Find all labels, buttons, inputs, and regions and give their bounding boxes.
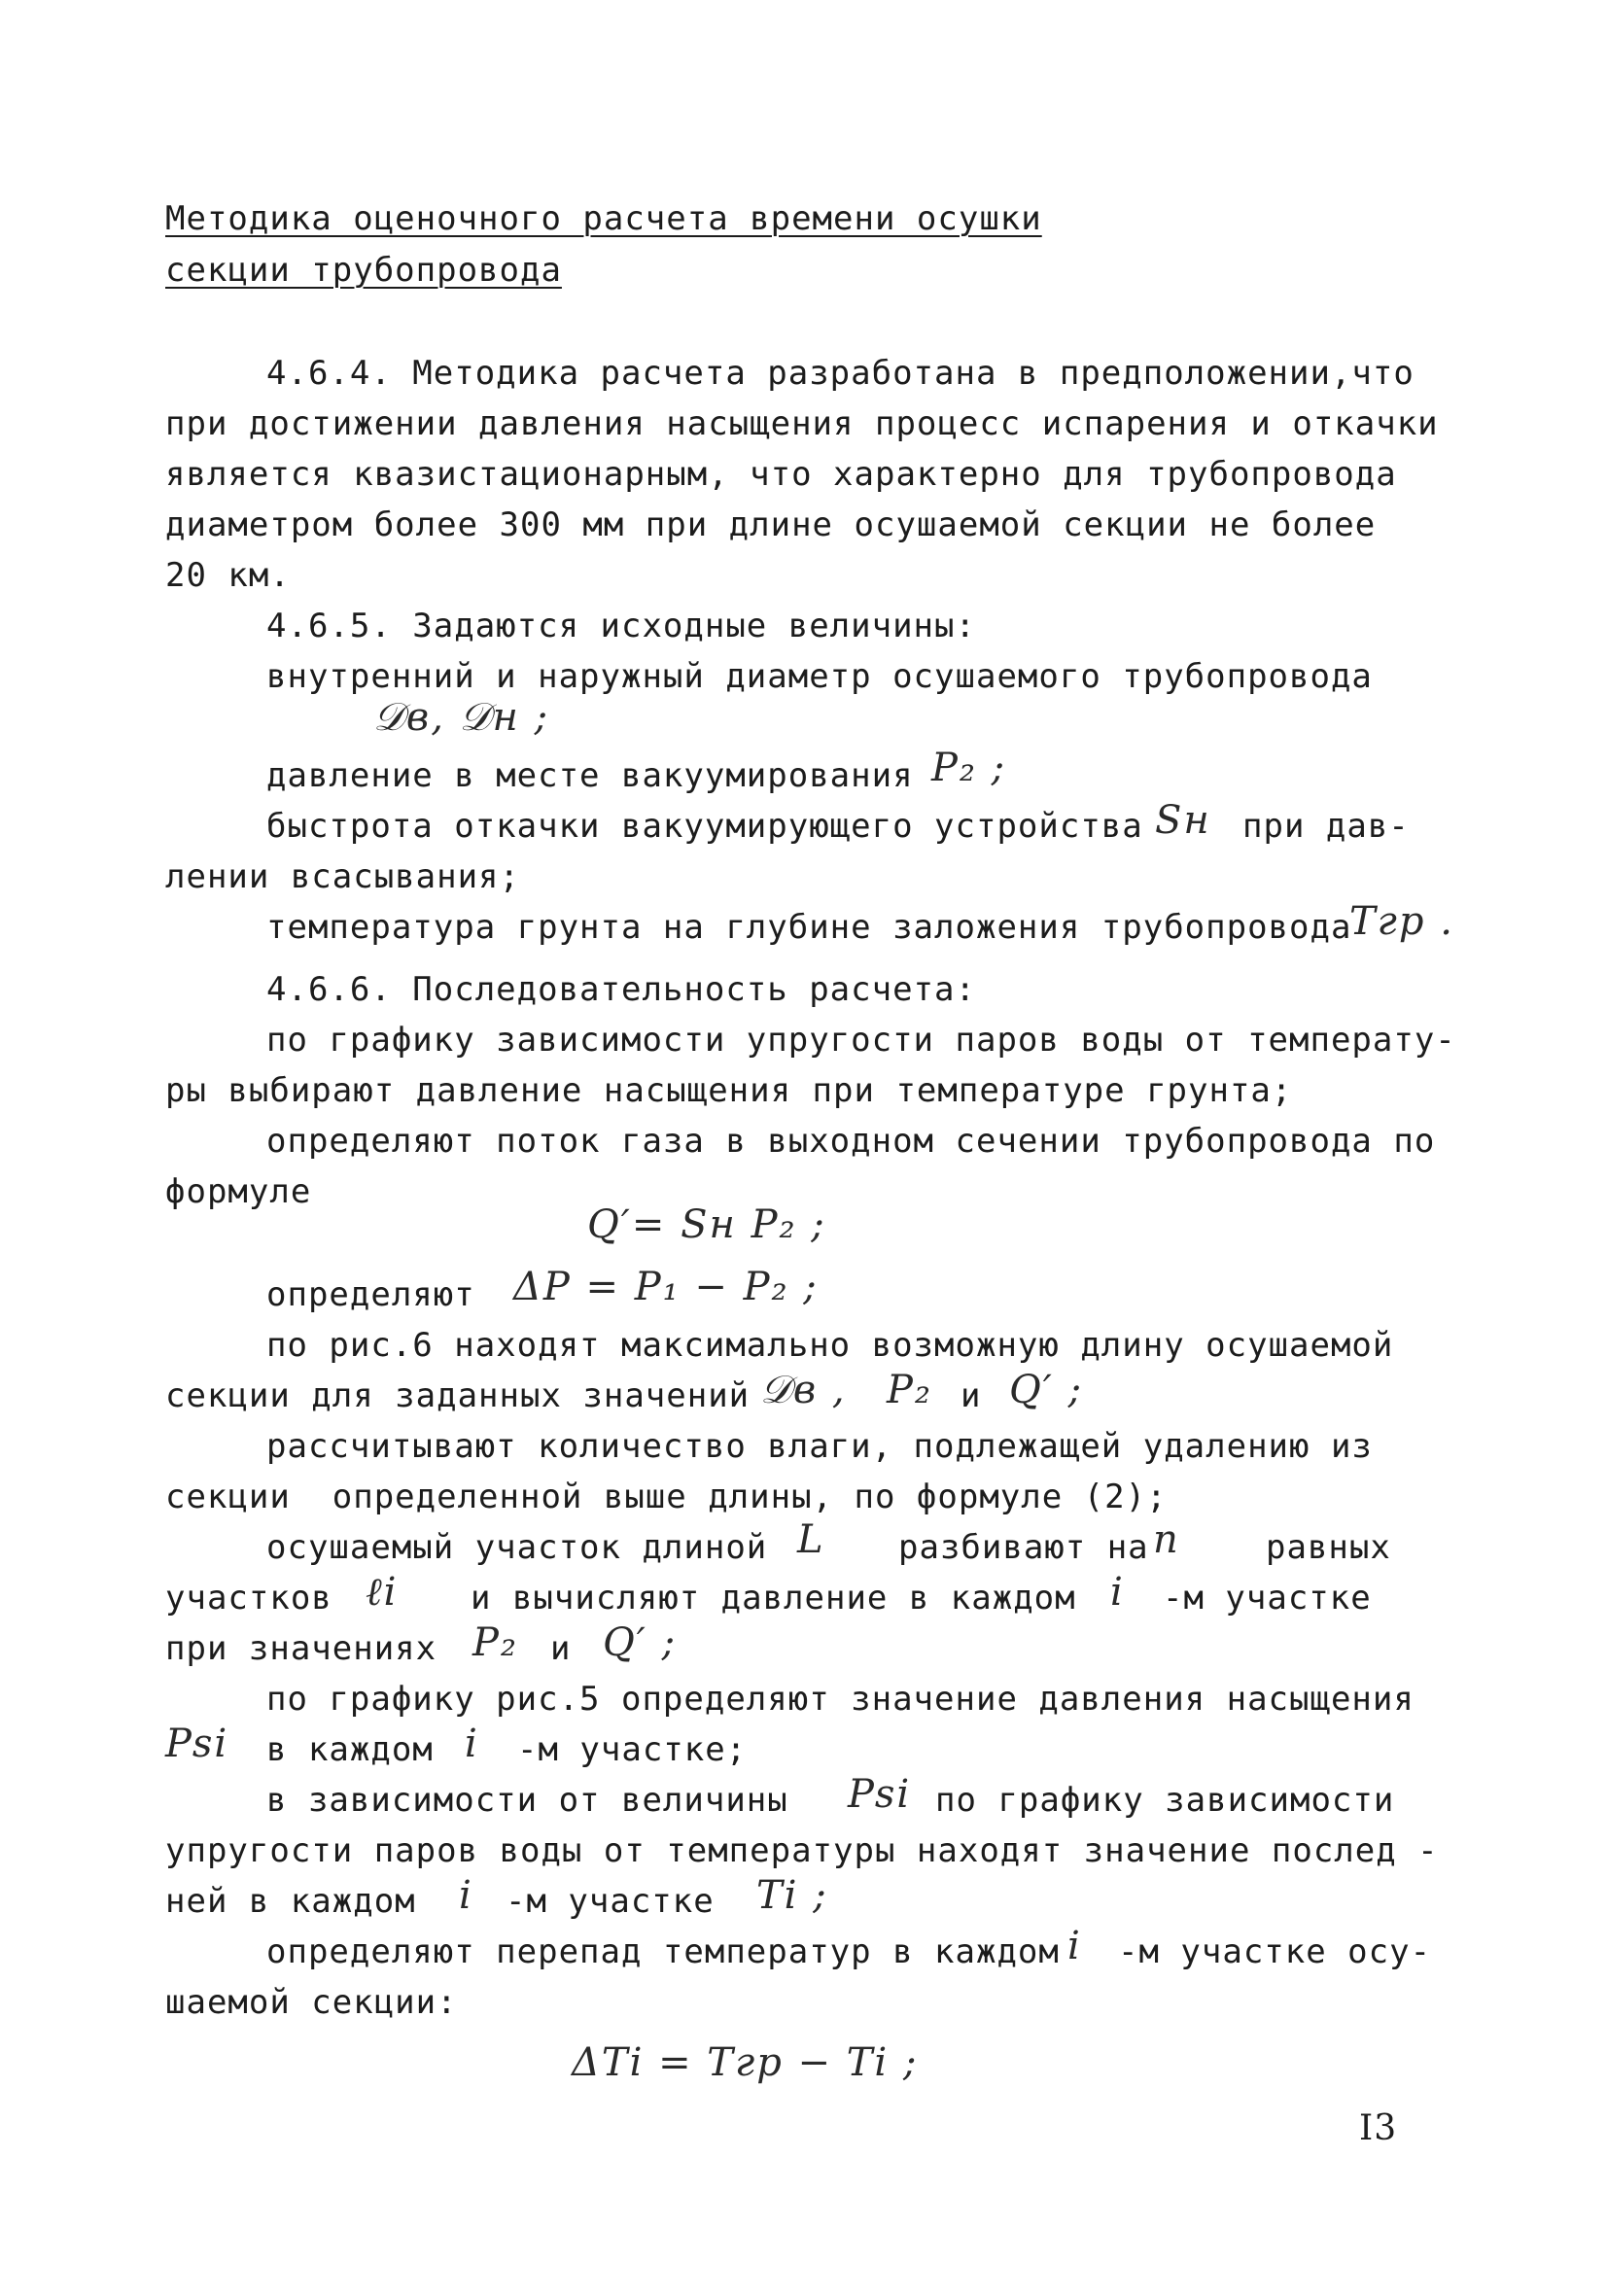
paragraph-line: осушаемый участок длиной (266, 1528, 768, 1567)
formula-l: L (797, 1517, 825, 1562)
paragraph-line: секции для заданных значений (165, 1376, 751, 1415)
paragraph-line: 20 км. (165, 556, 291, 595)
formula-n: n (1153, 1517, 1180, 1562)
paragraph-line: и вычисляют давление в каждом (471, 1579, 1076, 1618)
paragraph-line: по рис.6 находят максимально возможную длину осушаемой (266, 1326, 1394, 1365)
formula-delta-p: ΔP = P₁ − P₂ ; (513, 1265, 819, 1309)
formula-p2: P₂ ; (931, 746, 1007, 790)
paragraph-line: равных (1266, 1528, 1391, 1567)
paragraph-line: определяют (266, 1275, 475, 1314)
paragraph-line: -м участке; (517, 1730, 748, 1769)
formula-s-n: Sн (1155, 798, 1211, 843)
paragraph-word: и (550, 1629, 572, 1668)
paragraph-line: определяют поток газа в выходном сечении трубопровода по (266, 1122, 1436, 1161)
paragraph-line: формуле (165, 1172, 312, 1211)
paragraph-word: и (961, 1376, 982, 1415)
paragraph-line: диаметром более 300 мм при длине осушаемой секции не более (165, 505, 1377, 544)
paragraph-line: лении всасывания; (165, 857, 520, 896)
paragraph-line: 4.6.6. Последовательность расчета: (266, 970, 976, 1009)
page-number: I3 (1359, 2108, 1398, 2148)
paragraph-line: внутренний и наружный диаметр осушаемого трубопровода (266, 657, 1373, 696)
paragraph-line: является квазистационарным, что характерно для трубопровода (165, 455, 1397, 494)
paragraph-line: -м участке осу- (1118, 1932, 1432, 1971)
formula-i-4: i (1067, 1924, 1082, 1968)
formula-delta-t: ΔTi = Tгр − Ti ; (572, 2040, 919, 2085)
paragraph-line: определяют перепад температур в каждом (266, 1932, 1060, 1971)
paragraph-line: в зависимости от величины (266, 1781, 788, 1820)
paragraph-line: 4.6.4. Методика расчета разработана в предположении,что (266, 354, 1415, 393)
formula-l-i: ℓi (366, 1570, 399, 1615)
paragraph-line: быстрота откачки вакуумирующего устройства (266, 807, 1143, 846)
formula-q-flow: Q′= Sн P₂ ; (587, 1202, 826, 1247)
formula-t-gr: Tгр . (1349, 899, 1454, 944)
paragraph-line: 4.6.5. Задаются исходные величины: (266, 607, 976, 645)
paragraph-line: разбивают на (898, 1528, 1149, 1567)
formula-p2-b: P₂ (472, 1620, 518, 1665)
paragraph-line: по графику зависимости (935, 1781, 1395, 1820)
formula-i-3: i (459, 1873, 473, 1918)
paragraph-line: ры выбирают давление насыщения при температуре грунта; (165, 1071, 1293, 1110)
formula-p-si-2: Psi (848, 1772, 912, 1817)
paragraph-line: ней в каждом (165, 1882, 416, 1921)
paragraph-line: секции определенной выше длины, по формуле (2); (165, 1478, 1168, 1516)
paragraph-line: давление в месте вакуумирования (266, 756, 914, 795)
paragraph-line: шаемой секции: (165, 1983, 458, 2022)
paragraph-line: по графику рис.5 определяют значение давления насыщения (266, 1680, 1415, 1719)
formula-q-prime: Q′ ; (1009, 1368, 1084, 1412)
paragraph-line: упругости паров воды от температуры находят значение послед - (165, 1831, 1439, 1870)
section-heading-line-1: Методика оценочного расчета времени осушки (165, 199, 1042, 238)
formula-p2-inline: P₂ (887, 1368, 932, 1412)
paragraph-line: в каждом (266, 1730, 434, 1769)
formula-d-in: 𝒟в , (760, 1368, 847, 1412)
paragraph-line: -м участке (1163, 1579, 1372, 1618)
formula-p-si: Psi (165, 1722, 229, 1766)
paragraph-line: при значениях (165, 1629, 437, 1668)
formula-diameters: 𝒟в, 𝒟н ; (373, 695, 550, 740)
formula-i-2: i (465, 1722, 479, 1766)
formula-t-i: Ti ; (756, 1873, 828, 1918)
paragraph-line: участков (165, 1579, 332, 1618)
paragraph-line: по графику зависимости упругости паров воды от температу- (266, 1021, 1456, 1060)
section-heading-line-2: секции трубопровода (165, 251, 562, 290)
formula-q-prime-2: Q′ ; (603, 1620, 678, 1665)
paragraph-line: при достижении давления насыщения процесс испарения и откачки (165, 404, 1439, 443)
paragraph-line: температура грунта на глубине заложения трубопровода (266, 908, 1352, 947)
formula-i-1: i (1110, 1570, 1125, 1615)
paragraph-line: -м участке (506, 1882, 715, 1921)
paragraph-line: рассчитывают количество влаги, подлежащей удалению из (266, 1427, 1373, 1466)
paragraph-line: при дав- (1242, 807, 1410, 846)
